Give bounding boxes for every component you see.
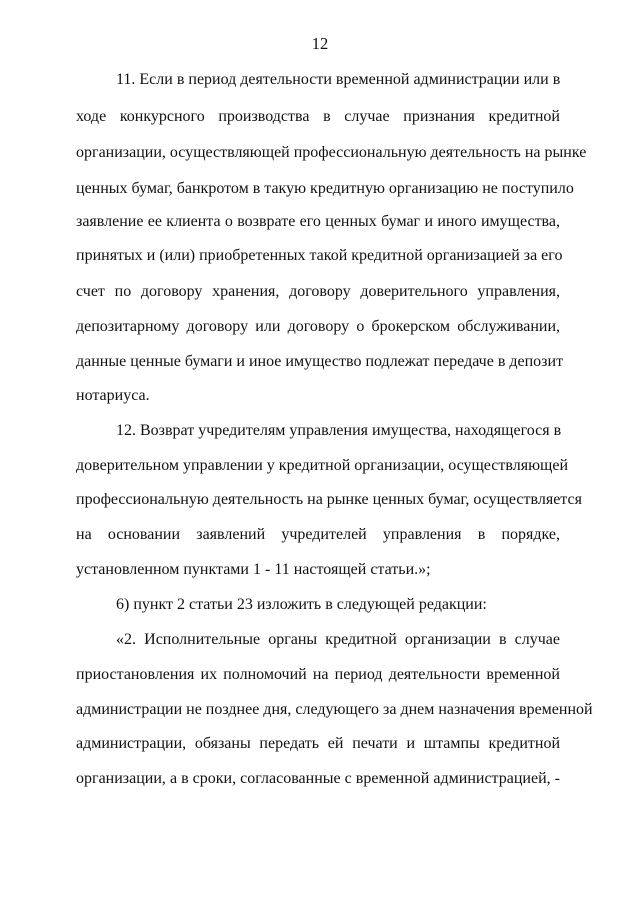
paragraph-12-line-3: профессиональную деятельность на рынке ценных бумаг, осуществляется <box>76 491 582 508</box>
paragraph-12-line-2: доверительном управлении у кредитной организации, осуществляющей <box>76 457 569 474</box>
paragraph-11-line-10: нотариуса. <box>76 387 150 404</box>
paragraph-11-line-3: организации, осуществляющей профессиональную деятельность на рынке <box>76 144 587 161</box>
quoted-paragraph-2-line-1: «2. Исполнительные органы кредитной организации в случае <box>116 631 560 648</box>
paragraph-11-line-5: заявление ее клиента о возврате его ценных бумаг и иного имущества, <box>76 213 560 230</box>
quoted-paragraph-2-line-5: организации, а в сроки, согласованные с временной администрацией, - <box>76 770 560 787</box>
quoted-paragraph-2-line-4: администрации, обязаны передать ей печати и штампы кредитной <box>76 735 560 752</box>
page-number: 12 <box>311 34 329 53</box>
paragraph-11-line-7: счет по договору хранения, договору доверительного управления, <box>76 283 560 300</box>
paragraph-11-line-9: данные ценные бумаги и иное имущество подлежат передаче в депозит <box>76 353 564 370</box>
quoted-paragraph-2-line-3: администрации не позднее дня, следующего за днем назначения временной <box>76 701 593 718</box>
paragraph-11-line-1: 11. Если в период деятельности временной администрации или в <box>116 71 561 88</box>
paragraph-11-line-2: ходе конкурсного производства в случае признания кредитной <box>76 108 560 125</box>
paragraph-12-line-4: на основании заявлений учредителей управления в порядке, <box>76 526 560 543</box>
paragraph-11-line-6: принятых и (или) приобретенных такой кредитной организацией за его <box>76 247 563 264</box>
paragraph-11-line-8: депозитарному договору или договору о брокерском обслуживании, <box>76 318 560 335</box>
quoted-paragraph-2-line-2: приостановления их полномочий на период деятельности временной <box>76 666 560 683</box>
paragraph-11-line-4: ценных бумаг, банкротом в такую кредитную организацию не поступило <box>76 180 574 197</box>
paragraph-12-line-5: установленном пунктами 1 - 11 настоящей статьи.»; <box>76 561 431 578</box>
paragraph-12-line-1: 12. Возврат учредителям управления имущества, находящегося в <box>116 422 562 439</box>
item-6-line-1: 6) пункт 2 статьи 23 изложить в следующей редакции: <box>116 596 487 613</box>
